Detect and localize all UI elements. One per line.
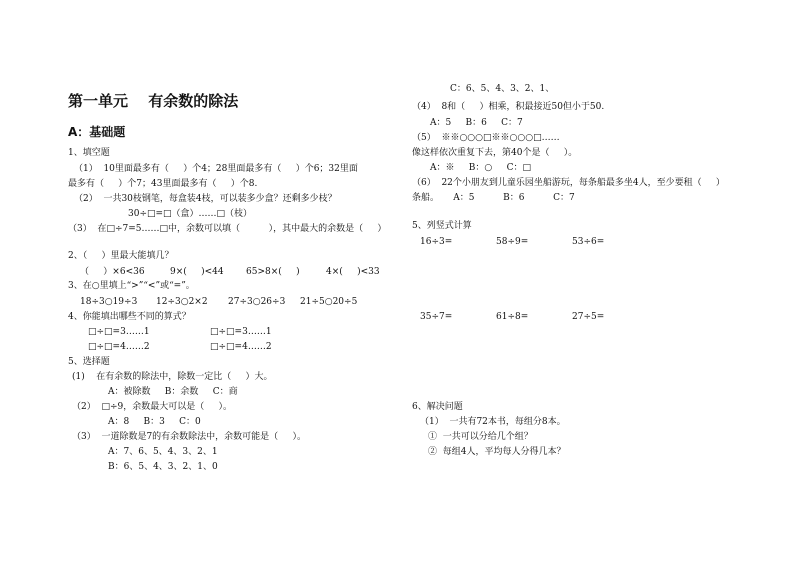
- vertical-calc-item: 58÷9=: [496, 237, 529, 247]
- fill-blank-heading: 1、填空题: [68, 148, 110, 158]
- problem-q1-sub2: ② 每组4人，平均每人分得几本？: [428, 447, 566, 457]
- compare-heading: 3、在○里填上“>”“<”或“=”。: [68, 281, 195, 291]
- choice-q2-options: A：8 B：3 C：0: [108, 417, 201, 427]
- choice-q3-option-a: A：7、6、5、4、3、2、1: [108, 447, 218, 457]
- equation-item: □÷□=4……2: [88, 342, 150, 352]
- equation-item: □÷□=4……2: [210, 342, 272, 352]
- choice-q6-line2: 条船。 A：5 B：6 C：7: [412, 193, 575, 203]
- choice-q3-option-c: C：6、5、4、3、2、1、: [450, 84, 555, 94]
- section-subtitle: A：基础题: [68, 125, 126, 139]
- choice-q1: (1) 在有余数的除法中，除数一定比（ ）大。: [72, 372, 273, 382]
- max-number-heading: 2、（ ）里最大能填几？: [68, 251, 174, 261]
- fill-blank-q1-line1: （1） 10里面最多有（ ）个4；28里面最多有（ ）个6；32里面: [74, 164, 358, 174]
- compare-item: 18÷3○19÷3: [80, 297, 138, 307]
- problem-solving-heading: 6、解决问题: [412, 402, 463, 412]
- compare-item: 21÷5○20÷5: [300, 297, 358, 307]
- choice-q5-line2: 像这样依次重复下去，第40个是（ ）。: [412, 148, 578, 158]
- choice-q1-options: A：被除数 B：余数 C：商: [108, 387, 238, 397]
- choice-heading: 5、选择题: [68, 357, 110, 367]
- max-number-item: （ ）×6<36: [80, 267, 145, 277]
- compare-item: 27÷3○26÷3: [228, 297, 286, 307]
- vertical-calc-item: 35÷7=: [420, 312, 453, 322]
- choice-q4: （4） 8和（ ）相乘，积最接近50但小于50.: [412, 102, 605, 112]
- choice-q6-line1: （6） 22个小朋友到儿童乐园坐船游玩，每条船最多坐4人，至少要租（ ）: [412, 178, 725, 188]
- choice-q5-options: A：※ B：○ C：□: [430, 163, 531, 173]
- vertical-calc-item: 53÷6=: [572, 237, 605, 247]
- max-number-item: 9×( )<44: [170, 267, 224, 277]
- fill-blank-q1-line2: 最多有（ ）个7；43里面最多有（ ）个8.: [68, 179, 258, 189]
- fill-blank-q2: （2） 一共30枝钢笔，每盒装4枝，可以装多少盒？还剩多少枝？: [74, 194, 337, 204]
- choice-q2: （2） □÷9，余数最大可以是（ ）。: [72, 402, 233, 412]
- vertical-calc-item: 61÷8=: [496, 312, 529, 322]
- choice-q3: （3） 一道除数是7的有余数除法中，余数可能是（ ）。: [72, 432, 306, 442]
- vertical-calc-item: 16÷3=: [420, 237, 453, 247]
- compare-item: 12÷3○2×2: [156, 297, 208, 307]
- equation-heading: 4、你能填出哪些不同的算式？: [68, 312, 191, 322]
- choice-q4-options: A：5 B：6 C：7: [430, 118, 523, 128]
- page-title: 第一单元 有余数的除法: [68, 92, 239, 110]
- problem-q1-sub1: ① 一共可以分给几个组？: [428, 432, 533, 442]
- vertical-calc-item: 27÷5=: [572, 312, 605, 322]
- equation-item: □÷□=3……1: [210, 327, 272, 337]
- vertical-calc-heading: 5、列竖式计算: [412, 221, 472, 231]
- equation-item: □÷□=3……1: [88, 327, 150, 337]
- fill-blank-q3: （3） 在□÷7=5……□中，余数可以填（ ），其中最大的余数是（ ）: [68, 224, 387, 234]
- max-number-item: 4×( )<33: [326, 267, 380, 277]
- choice-q5: （5） ※※○○○□※※○○○□……: [412, 133, 560, 143]
- choice-q3-option-b: B：6、5、4、3、2、1、0: [108, 462, 218, 472]
- problem-q1: （1） 一共有72本书，每组分8本。: [420, 417, 566, 427]
- fill-blank-q2-equation: 30÷□=□（盒）……□（枝）: [128, 209, 253, 219]
- max-number-item: 65>8×( ): [246, 267, 300, 277]
